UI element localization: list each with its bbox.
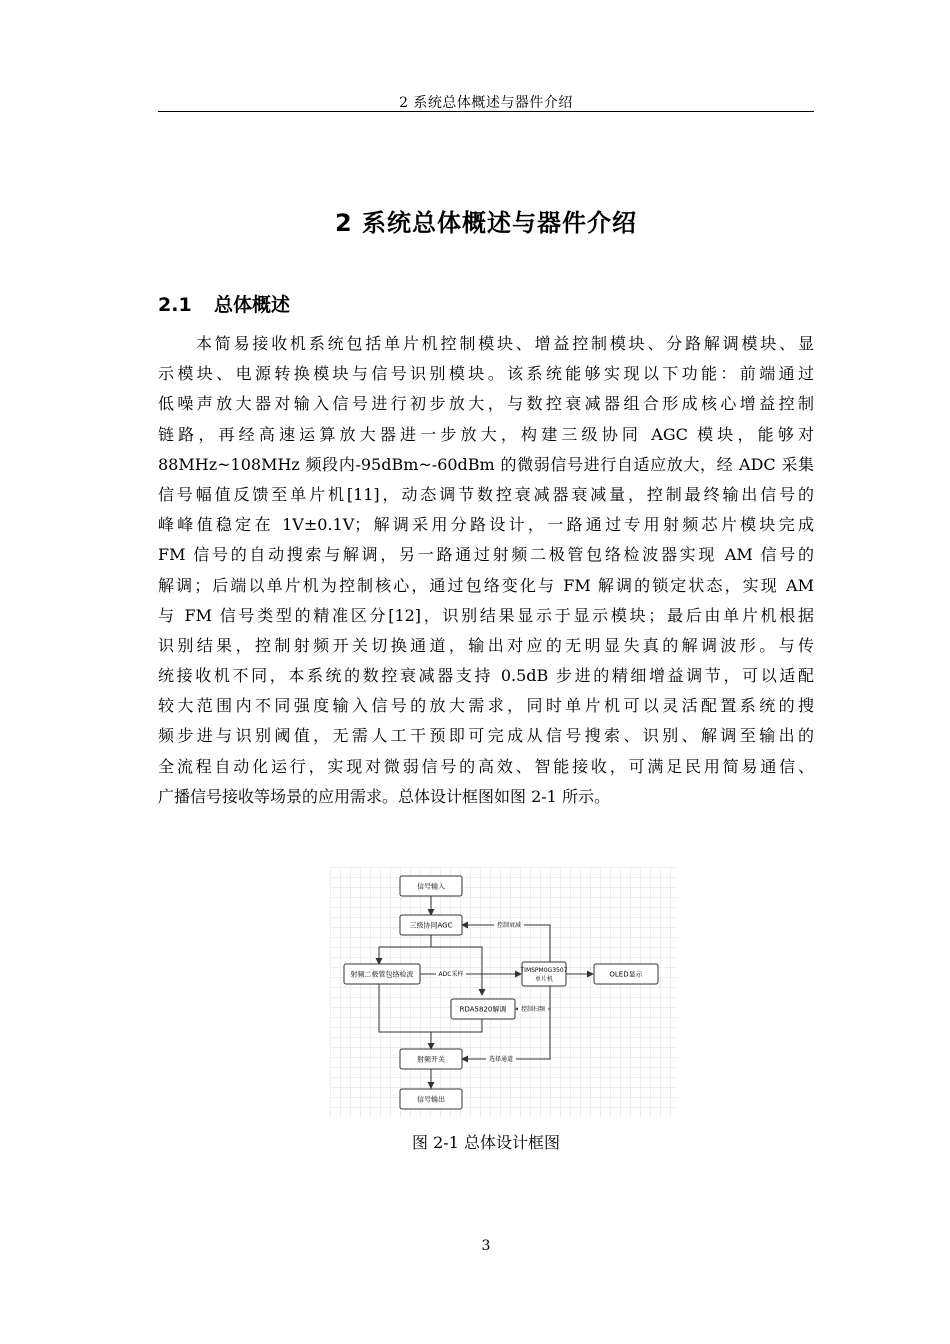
paragraph-line: 88MHz~108MHz 频段内-95dBm~-60dBm 的微弱信号进行自适应放大，经 ADC 采集 <box>158 454 814 474</box>
mcu-label-line1: TIMSPM0G3507 <box>520 967 568 974</box>
paragraph-line: 较大范围内不同强度输入信号的放大需求，同时单片机可以灵活配置系统的搜 <box>158 696 814 716</box>
diagram-node-labels <box>351 882 644 1104</box>
paragraph-line: 本简易接收机系统包括单片机控制模块、增益控制模块、分路解调模块、显 <box>196 334 814 353</box>
paragraph-line: 示模块、电源转换模块与信号识别模块。该系统能够实现以下功能：前端通过 <box>158 364 814 384</box>
paragraph-line: 解调；后端以单片机为控制核心，通过包络变化与 FM 解调的锁定状态，实现 AM <box>158 575 814 595</box>
chapter-title: 2 系统总体概述与器件介绍 <box>334 209 638 237</box>
paragraph-line: 信号幅值反馈至单片机[11]，动态调节数控衰减器衰减量，控制最终输出信号的 <box>158 484 814 504</box>
select-channel-label: 选择通道 <box>488 1056 514 1063</box>
running-header: 2 系统总体概述与器件介绍 <box>399 95 573 111</box>
section-heading <box>158 290 290 317</box>
paragraph-line: 全流程自动化运行，实现对微弱信号的高效、智能接收，可满足民用简易通信、 <box>158 756 814 776</box>
page-number: 3 <box>481 1238 491 1254</box>
adc-sampling-label: ADC采样 <box>438 971 464 978</box>
signal-input-label: 信号输入 <box>417 882 445 891</box>
diagram-edge-labels <box>436 921 548 1063</box>
signal-output-label: 信号输出 <box>417 1095 445 1104</box>
diagram-nodes <box>344 876 658 1109</box>
control-attenuation-label: 控制衰减 <box>496 922 522 929</box>
rf-switch-label: 射频开关 <box>417 1055 445 1064</box>
paragraph-line: 与 FM 信号类型的精准区分[12]，识别结果显示于显示模块；最后由单片机根据 <box>158 605 814 625</box>
paragraph-line: 链路，再经高速运算放大器进一步放大，构建三级协同 AGC 模块，能够对 <box>158 424 814 444</box>
section-number: 2.1 <box>158 294 192 316</box>
block-diagram-figure <box>330 867 676 1117</box>
mcu-label-line2: 单片机 <box>534 976 554 983</box>
rda5820-label: RDA5820解调 <box>459 1005 507 1014</box>
agc-label: 三级协同AGC <box>409 921 453 930</box>
paragraph-line: 低噪声放大器对输入信号进行初步放大，与数控衰减器组合形成核心增益控制 <box>158 394 814 414</box>
body-paragraph <box>158 329 814 812</box>
paragraph-line: 统接收机不同，本系统的数控衰减器支持 0.5dB 步进的精细增益调节，可以适配 <box>158 666 814 686</box>
block-diagram <box>330 867 676 1117</box>
paragraph-line: 频步进与识别阈值，无需人工干预即可完成从信号搜索、识别、解调至输出的 <box>158 726 814 746</box>
paragraph-line: 识别结果，控制射频开关切换通道，输出对应的无明显失真的解调波形。与传 <box>158 635 814 655</box>
figure-caption: 图 2-1 总体设计框图 <box>412 1133 560 1152</box>
control-scan-label: 控制扫频 <box>520 1006 546 1013</box>
header-rule <box>158 111 814 112</box>
envelope-detector-label: 射频二极管包络检波 <box>350 970 414 979</box>
paragraph-line: FM 信号的自动搜索与解调，另一路通过射频二极管包络检波器实现 AM 信号的 <box>158 545 814 565</box>
paragraph-line: 峰峰值稳定在 1V±0.1V；解调采用分路设计，一路通过专用射频芯片模块完成 <box>158 515 814 535</box>
section-title: 总体概述 <box>214 294 291 316</box>
paragraph-line: 广播信号接收等场景的应用需求。总体设计框图如图 2-1 所示。 <box>158 786 610 806</box>
oled-display-label: OLED显示 <box>609 970 643 979</box>
